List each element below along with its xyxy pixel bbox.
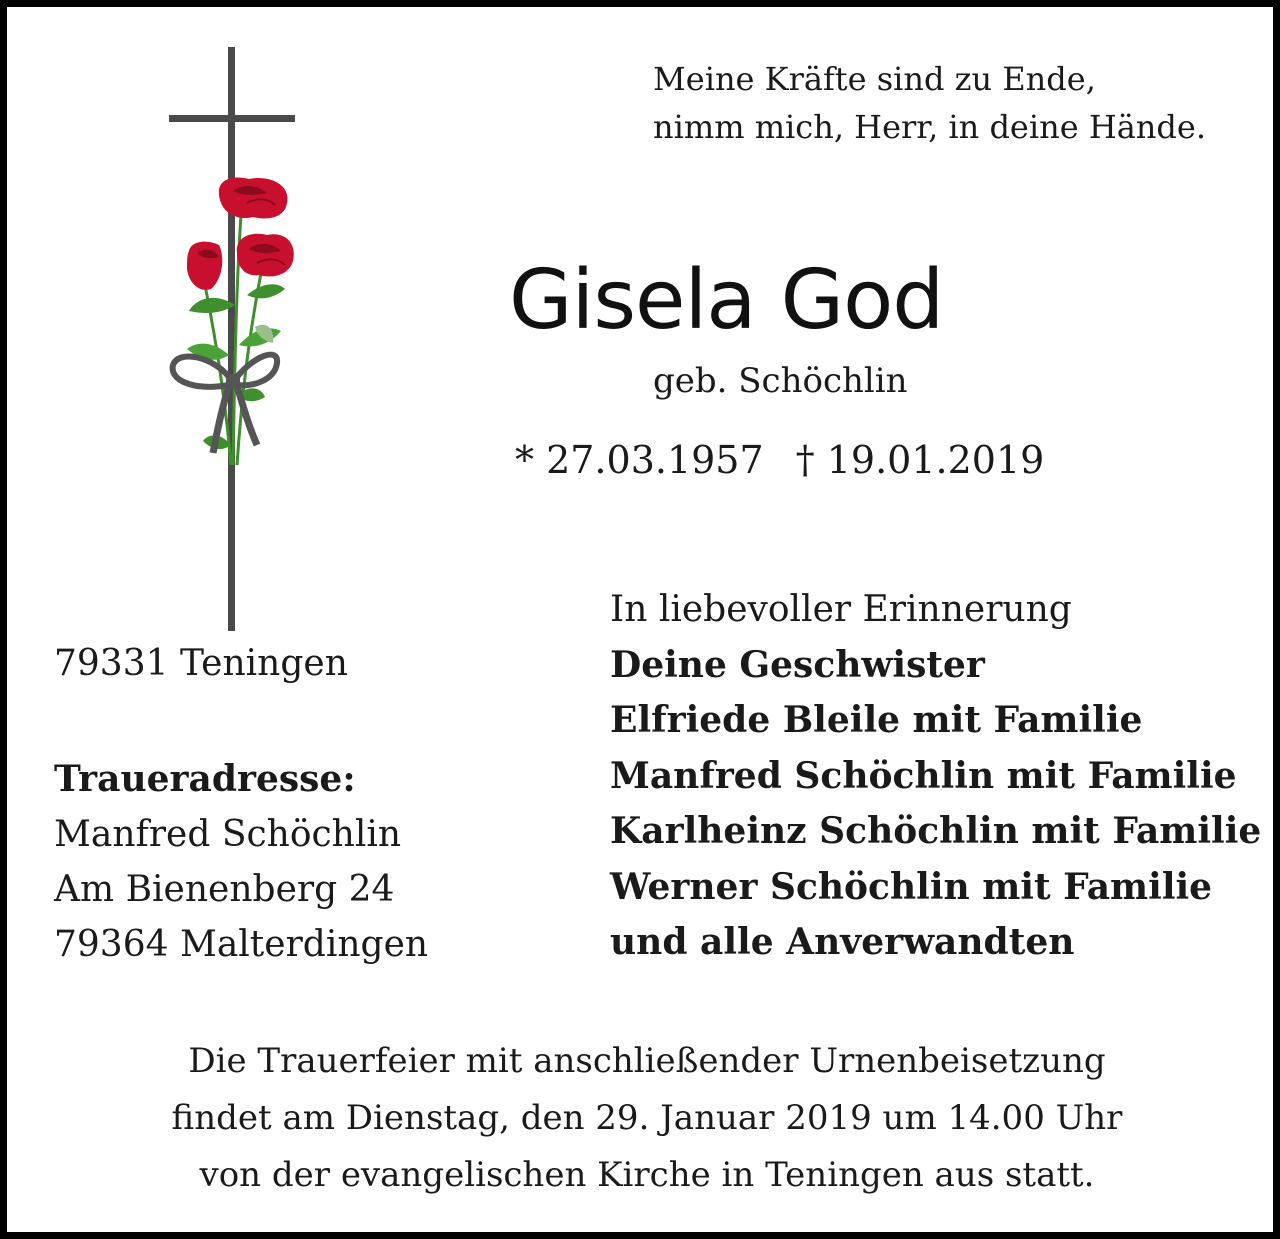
life-dates <box>515 435 1044 485</box>
address-name: Manfred Schöchlin <box>54 814 402 855</box>
address-city: 79364 Malterdingen <box>54 924 429 965</box>
birth-date: * 27.03.1957 <box>515 438 764 482</box>
death-date: † 19.01.2019 <box>795 438 1045 482</box>
family-member: Karlheinz Schöchlin mit Familie <box>610 810 1262 852</box>
maiden-name: geb. Schöchlin <box>653 361 908 401</box>
family-list <box>610 582 1261 971</box>
family-member: und alle Anverwandten <box>610 921 1075 963</box>
mourning-address <box>54 752 428 972</box>
poem-verse <box>653 55 1206 151</box>
service-announcement <box>14 1033 1280 1204</box>
service-line: Die Trauerfeier mit anschließender Urnenbeisetzung <box>188 1041 1106 1081</box>
poem-line: nimm mich, Herr, in deine Hände. <box>653 108 1206 146</box>
family-member: Deine Geschwister <box>610 643 985 686</box>
family-member: Manfred Schöchlin mit Familie <box>610 754 1237 797</box>
deceased-name: Gisela God <box>509 253 944 348</box>
remembrance-intro: In liebevoller Erinnerung <box>610 589 1072 630</box>
residence: 79331 Teningen <box>54 643 348 684</box>
address-heading: Traueradresse: <box>54 758 356 800</box>
address-street: Am Bienenberg 24 <box>54 869 395 910</box>
family-member: Werner Schöchlin mit Familie <box>610 865 1213 908</box>
service-line: findet am Dienstag, den 29. Januar 2019 um 14.00 Uhr <box>171 1098 1123 1138</box>
family-member: Elfriede Bleile mit Familie <box>610 699 1143 741</box>
poem-line: Meine Kräfte sind zu Ende, <box>653 60 1096 98</box>
cross-with-red-roses-icon <box>157 45 307 633</box>
service-line: von der evangelischen Kirche in Teningen aus statt. <box>199 1155 1095 1195</box>
